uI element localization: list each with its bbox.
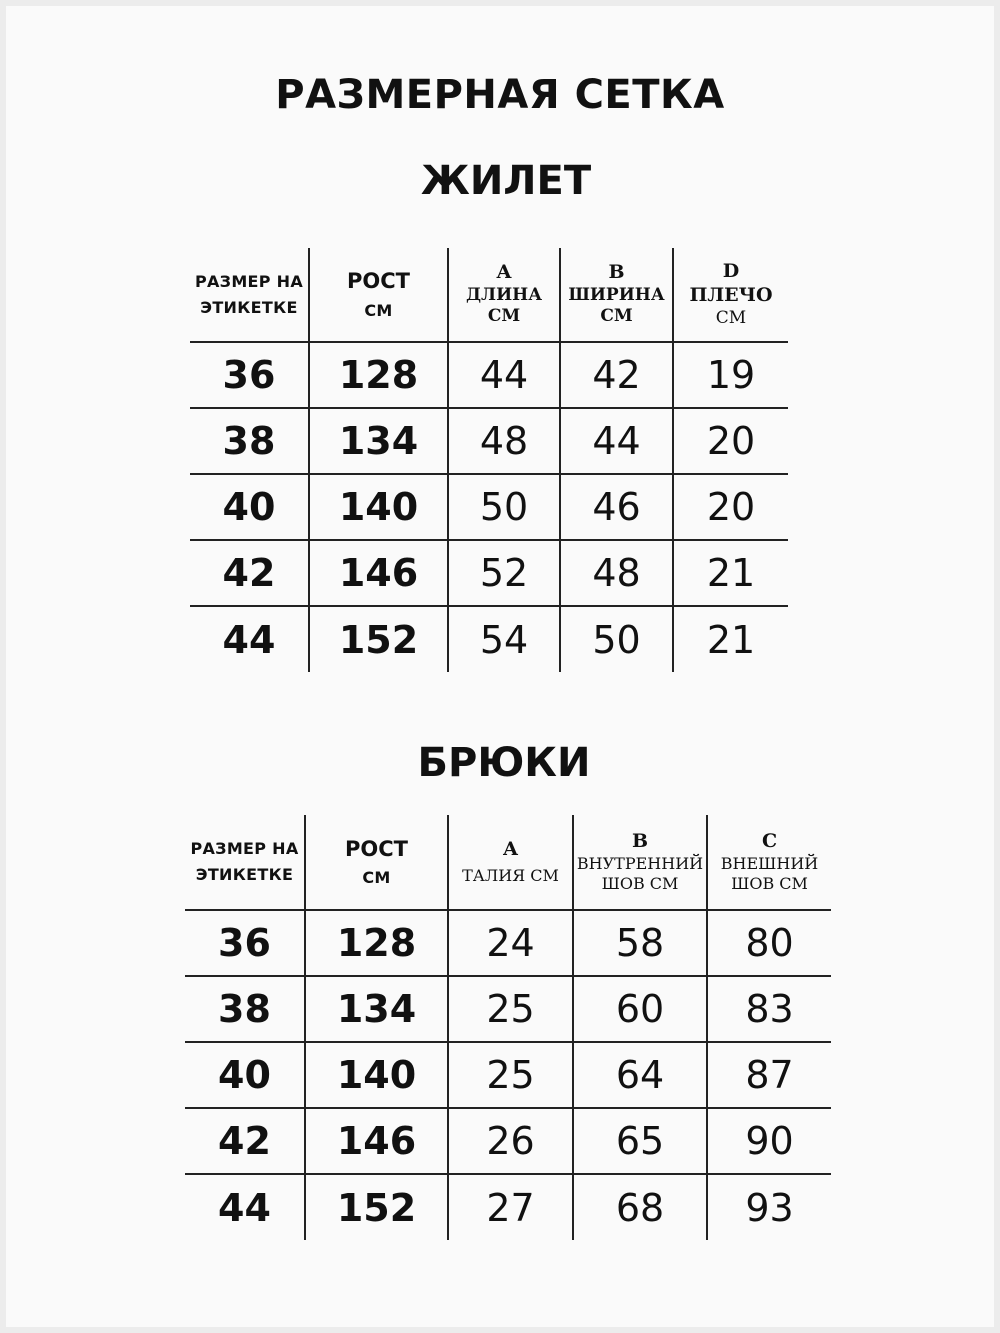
width-cell: 48 (560, 540, 673, 606)
header-line: ШИРИНА (568, 285, 665, 306)
header-line: ЭТИКЕТКЕ (200, 297, 298, 317)
header-line: A (496, 261, 512, 284)
table-row (185, 1174, 831, 1240)
height-cell: 128 (309, 342, 448, 408)
inseam-cell: 68 (573, 1174, 707, 1240)
size-cell: 40 (185, 1042, 305, 1108)
pants-header-b (573, 815, 707, 910)
table-row (185, 1042, 831, 1108)
header-line: ВНЕШНИЙ (720, 853, 819, 873)
size-cell: 36 (185, 910, 305, 976)
header-line: ЭТИКЕТКЕ (195, 865, 294, 884)
vest-header-row (190, 248, 788, 342)
height-cell: 128 (305, 910, 448, 976)
outseam-cell: 90 (707, 1108, 831, 1174)
size-cell: 42 (185, 1108, 305, 1174)
header-line: РАЗМЕР НА (194, 271, 304, 291)
header-line: B (608, 261, 625, 284)
length-cell: 52 (448, 540, 560, 606)
size-cell: 42 (190, 540, 309, 606)
pants-header-height (305, 815, 448, 910)
waist-cell: 27 (448, 1174, 573, 1240)
waist-cell: 24 (448, 910, 573, 976)
size-cell: 40 (190, 474, 309, 540)
length-cell: 48 (448, 408, 560, 474)
height-cell: 140 (305, 1042, 448, 1108)
header-line: СМ (600, 306, 633, 327)
header-line: СМ (362, 868, 391, 888)
height-cell: 134 (305, 976, 448, 1042)
pants-header-size (185, 815, 305, 910)
height-cell: 152 (305, 1174, 448, 1240)
table-row (190, 342, 788, 408)
header-line: ВНУТРЕННИЙ (576, 853, 704, 873)
inseam-cell: 65 (573, 1108, 707, 1174)
outseam-cell: 87 (707, 1042, 831, 1108)
header-line: A (503, 838, 518, 861)
width-cell: 42 (560, 342, 673, 408)
outseam-cell: 83 (707, 976, 831, 1042)
height-cell: 134 (309, 408, 448, 474)
vest-header-d (673, 248, 788, 342)
header-line: СМ (364, 300, 393, 320)
length-cell: 44 (448, 342, 560, 408)
header-line: СМ (487, 306, 521, 327)
height-cell: 146 (305, 1108, 448, 1174)
outseam-cell: 93 (707, 1174, 831, 1240)
vest-header-a (448, 248, 560, 342)
size-cell: 38 (190, 408, 309, 474)
outseam-cell: 80 (707, 910, 831, 976)
table-row (190, 606, 788, 672)
inseam-cell: 58 (573, 910, 707, 976)
inseam-cell: 60 (573, 976, 707, 1042)
size-cell: 44 (218, 1185, 271, 1230)
header-line: ПЛЕЧО (689, 283, 773, 306)
header-line: D (722, 260, 740, 283)
page-title: РАЗМЕРНАЯ СЕТКА (275, 72, 725, 118)
table-row (185, 910, 831, 976)
size-cell: 36 (190, 342, 309, 408)
height-cell: 152 (309, 606, 448, 672)
header-line: ТАЛИЯ СМ (462, 865, 559, 885)
header-line: ДЛИНА (465, 285, 543, 306)
pants-header-row (185, 815, 831, 910)
waist-cell: 26 (448, 1108, 573, 1174)
header-line: ШОВ СМ (601, 873, 679, 893)
pants-header-c (707, 815, 831, 910)
header-line: СМ (715, 307, 747, 328)
size-cell: 44 (222, 617, 276, 662)
table-row (190, 408, 788, 474)
table-row (185, 976, 831, 1042)
vest-header-b (560, 248, 673, 342)
table-row (190, 474, 788, 540)
shoulder-cell: 21 (673, 540, 788, 606)
width-cell: 50 (560, 606, 673, 672)
table-row (185, 1108, 831, 1174)
width-cell: 44 (560, 408, 673, 474)
inseam-cell: 64 (573, 1042, 707, 1108)
height-cell: 146 (309, 540, 448, 606)
header-line: РОСТ (345, 836, 408, 861)
header-line: РАЗМЕР НА (190, 839, 299, 858)
vest-size-table (190, 248, 788, 672)
header-line: ШОВ СМ (731, 873, 808, 893)
vest-header-size (190, 248, 309, 342)
height-cell: 140 (309, 474, 448, 540)
waist-cell: 25 (448, 976, 573, 1042)
pants-size-table (185, 815, 831, 1240)
length-cell: 50 (448, 474, 560, 540)
size-cell: 38 (185, 976, 305, 1042)
length-cell: 54 (448, 606, 560, 672)
shoulder-cell: 19 (673, 342, 788, 408)
header-line: B (631, 830, 649, 853)
header-line: РОСТ (347, 269, 410, 294)
shoulder-cell: 20 (673, 408, 788, 474)
table-row (190, 540, 788, 606)
vest-header-height (309, 248, 448, 342)
shoulder-cell: 21 (673, 606, 788, 672)
pants-section-title: БРЮКИ (417, 740, 591, 786)
width-cell: 46 (560, 474, 673, 540)
header-line: C (761, 830, 778, 853)
pants-header-a (448, 815, 573, 910)
vest-section-title: ЖИЛЕТ (420, 158, 592, 204)
waist-cell: 25 (448, 1042, 573, 1108)
shoulder-cell: 20 (673, 474, 788, 540)
